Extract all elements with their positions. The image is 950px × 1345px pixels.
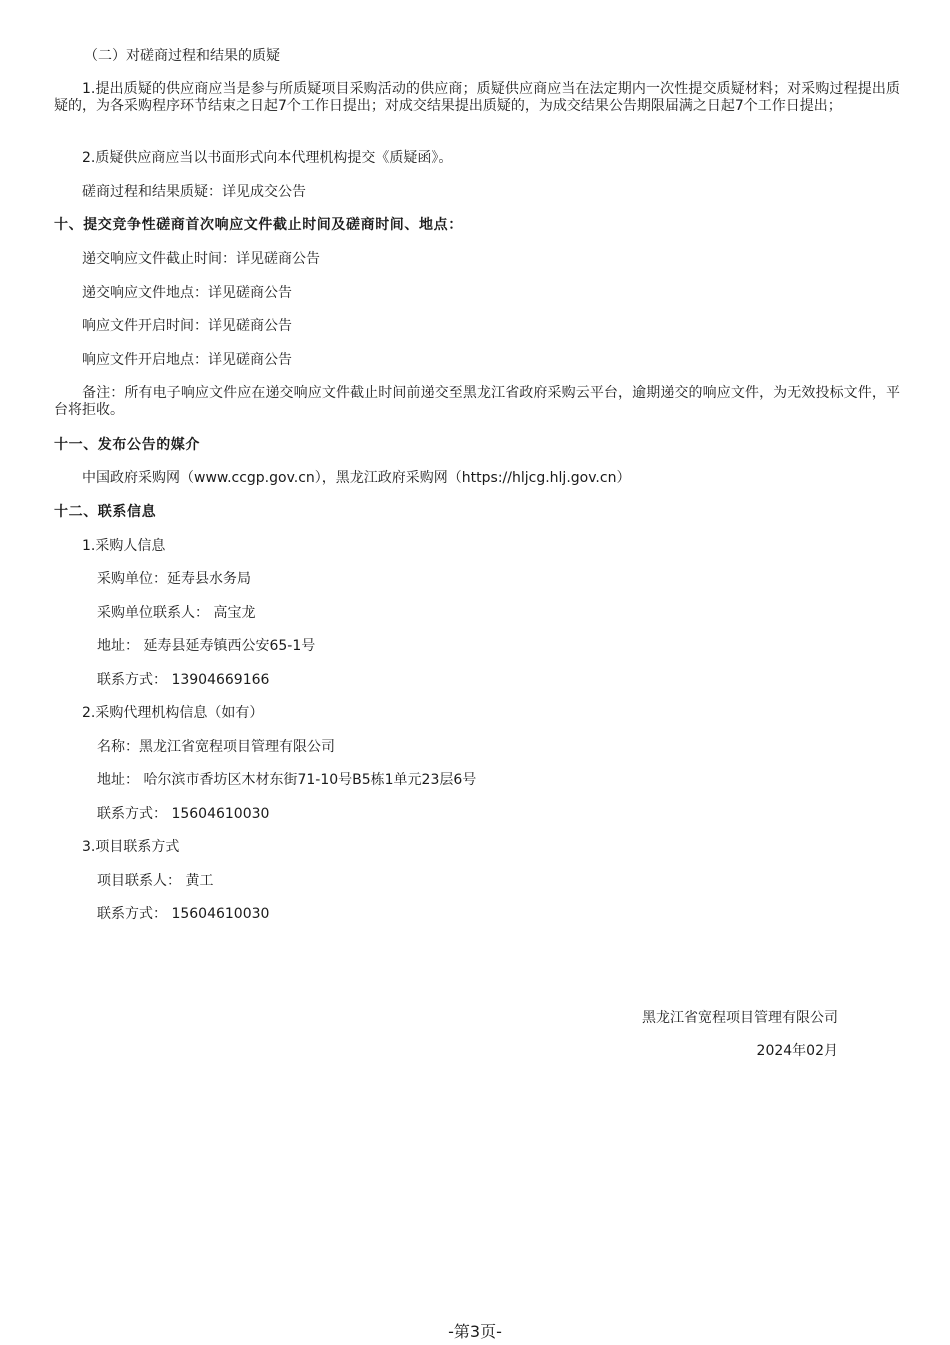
opening-location-line: 响应文件开启地点：详见磋商公告	[82, 352, 292, 368]
opening-time-line: 响应文件开启时间：详见磋商公告	[82, 318, 292, 334]
submission-location-line: 递交响应文件地点：详见磋商公告	[82, 285, 292, 301]
agency-phone: 联系方式： 15604610030	[97, 806, 270, 822]
submission-deadline-line: 递交响应文件截止时间：详见磋商公告	[82, 251, 320, 267]
signature-date: 2024年02月	[756, 1043, 838, 1059]
subsection-title-challenge-process: （二）对磋商过程和结果的质疑	[84, 48, 280, 64]
section-heading-12: 十二、联系信息	[54, 504, 157, 520]
buyer-contact-person: 采购单位联系人： 高宝龙	[97, 605, 256, 621]
agency-address: 地址： 哈尔滨市香坊区木材东街71-10号B5栋1单元23层6号	[97, 772, 477, 788]
paragraph-challenge-rule-1	[54, 81, 900, 115]
section-heading-10: 十、提交竞争性磋商首次响应文件截止时间及磋商时间、地点：	[54, 217, 463, 233]
paragraph-challenge-rule-2: 2.质疑供应商应当以书面形式向本代理机构提交《质疑函》。	[82, 150, 453, 166]
challenge-detail-line: 磋商过程和结果质疑：详见成交公告	[82, 184, 306, 200]
project-contact-title: 3.项目联系方式	[82, 839, 180, 855]
remark-text: 备注：所有电子响应文件应在递交响应文件截止时间前递交至黑龙江省政府采购云平台，逾期递交的响应文件，为无效投标文件，平台将拒收。	[54, 385, 900, 418]
media-websites-line: 中国政府采购网（www.ccgp.gov.cn），黑龙江政府采购网（https://hljcg.hlj.gov.cn）	[82, 470, 631, 486]
project-contact-person: 项目联系人： 黄工	[97, 873, 214, 889]
paragraph-text: 1.提出质疑的供应商应当是参与所质疑项目采购活动的供应商；质疑供应商应当在法定期内一次性提交质疑材料；对采购过程提出质疑的，为各采购程序环节结束之日起7个工作日提出；对成交结果提出质疑的，为成交结果公告期限届满之日起7个工作日提出；	[54, 81, 900, 114]
page-number: -第3页-	[448, 1322, 502, 1341]
buyer-address: 地址： 延寿县延寿镇西公安65-1号	[97, 638, 316, 654]
agency-info-title: 2.采购代理机构信息（如有）	[82, 705, 264, 721]
project-phone: 联系方式： 15604610030	[97, 906, 270, 922]
buyer-info-title: 1.采购人信息	[82, 538, 166, 554]
buyer-unit: 采购单位：延寿县水务局	[97, 571, 251, 587]
buyer-phone: 联系方式： 13904669166	[97, 672, 270, 688]
agency-name: 名称：黑龙江省宽程项目管理有限公司	[97, 739, 335, 755]
signature-company: 黑龙江省宽程项目管理有限公司	[642, 1010, 838, 1026]
section-heading-11: 十一、发布公告的媒介	[54, 437, 200, 453]
remark-paragraph	[54, 385, 900, 419]
